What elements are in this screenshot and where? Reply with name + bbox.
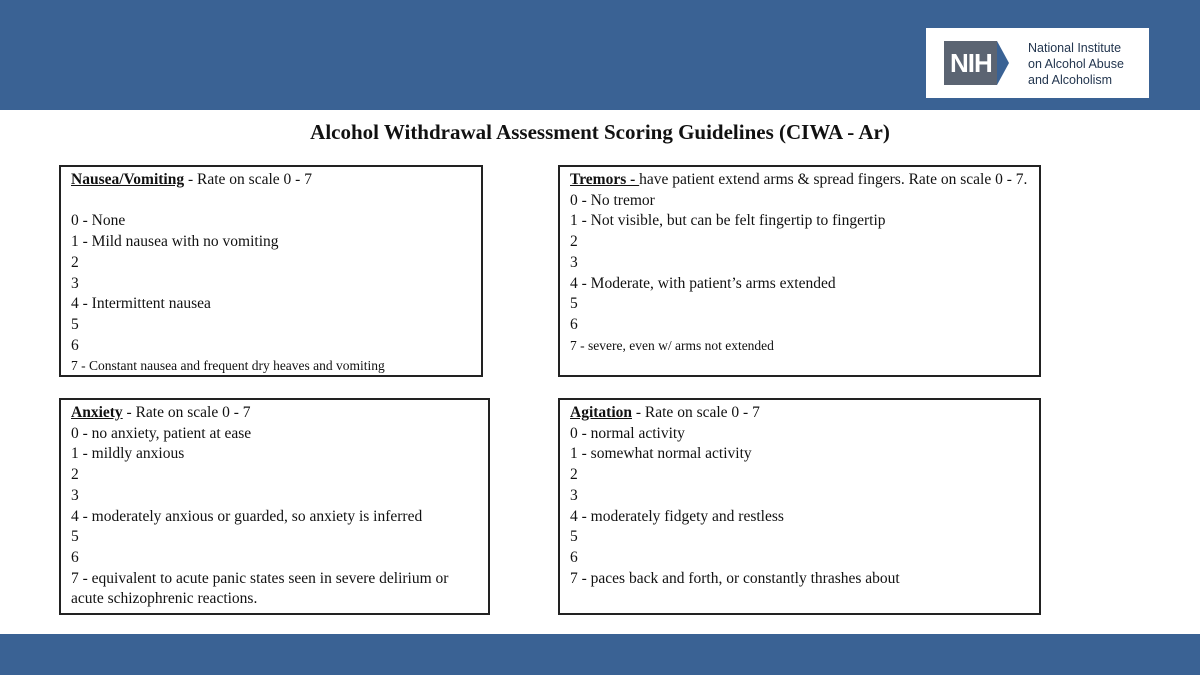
score-item: 0 - no anxiety, patient at ease bbox=[71, 424, 252, 442]
section-desc: - Rate on scale 0 - 7 bbox=[184, 171, 312, 188]
score-item: 6 bbox=[570, 315, 578, 333]
section-header bbox=[71, 403, 478, 424]
spacer bbox=[71, 191, 471, 212]
section-header bbox=[570, 403, 1029, 424]
org-name-line: on Alcohol Abuse bbox=[1028, 57, 1124, 71]
nih-arrow-icon bbox=[997, 41, 1009, 85]
nih-logo-mark bbox=[944, 41, 1009, 85]
score-item: 2 bbox=[570, 466, 578, 484]
score-item: 7 - Constant nausea and frequent dry heaves and vomiting bbox=[71, 358, 385, 374]
nih-logo bbox=[926, 28, 1149, 98]
section-desc: - Rate on scale 0 - 7 bbox=[632, 404, 760, 421]
score-item: 4 - moderately fidgety and restless bbox=[570, 507, 784, 525]
score-item: 7 - paces back and forth, or constantly thrashes about bbox=[570, 569, 900, 587]
score-item: 5 bbox=[570, 295, 578, 313]
score-item: 0 - normal activity bbox=[570, 424, 685, 442]
score-item: 3 bbox=[570, 253, 578, 271]
score-item: 4 - Intermittent nausea bbox=[71, 295, 211, 313]
score-item: 6 bbox=[71, 548, 79, 566]
org-name bbox=[1028, 40, 1124, 88]
section-desc: - Rate on scale 0 - 7 bbox=[122, 404, 251, 421]
score-item: 5 bbox=[71, 315, 79, 333]
score-item: 3 bbox=[570, 486, 578, 504]
score-item: 4 - moderately anxious or guarded, so anxiety is inferred bbox=[71, 507, 423, 525]
page-title: Alcohol Withdrawal Assessment Scoring Guidelines (CIWA - Ar) bbox=[310, 120, 890, 144]
score-item: 0 - None bbox=[71, 212, 126, 230]
score-item: 3 bbox=[71, 486, 79, 504]
section-heading: Tremors - bbox=[570, 171, 640, 188]
score-item: 4 - Moderate, with patient’s arms extended bbox=[570, 274, 836, 292]
agitation-box bbox=[558, 398, 1041, 615]
score-item: 0 - No tremor bbox=[570, 191, 655, 209]
nausea-vomiting-box bbox=[59, 165, 483, 377]
score-item: 6 bbox=[71, 336, 79, 354]
score-item: 2 bbox=[71, 253, 79, 271]
section-desc: have patient extend arms & spread fingers. Rate on scale 0 - 7. bbox=[639, 171, 1028, 188]
score-item: 1 - Not visible, but can be felt fingertip to fingertip bbox=[570, 212, 886, 230]
score-item: 6 bbox=[570, 548, 578, 566]
score-item: 2 bbox=[570, 233, 578, 251]
section-heading: Anxiety bbox=[71, 404, 123, 421]
score-item: 7 - equivalent to acute panic states seen in severe delirium or acute schizophrenic reactions. bbox=[71, 569, 449, 608]
section-header bbox=[570, 170, 1029, 191]
tremors-box bbox=[558, 165, 1041, 377]
nih-logo-text: NIH bbox=[944, 41, 997, 85]
score-item: 5 bbox=[71, 528, 79, 546]
org-name-line: National Institute bbox=[1028, 41, 1122, 55]
anxiety-box bbox=[59, 398, 490, 615]
score-item: 1 - mildly anxious bbox=[71, 445, 185, 463]
section-header bbox=[71, 170, 471, 191]
score-item: 3 bbox=[71, 274, 79, 292]
score-item: 1 - Mild nausea with no vomiting bbox=[71, 233, 279, 251]
org-name-line: and Alcoholism bbox=[1028, 73, 1113, 87]
section-heading: Nausea/Vomiting bbox=[71, 171, 185, 188]
score-item: 5 bbox=[570, 528, 578, 546]
footer-band bbox=[0, 634, 1200, 675]
score-item: 1 - somewhat normal activity bbox=[570, 445, 752, 463]
section-heading: Agitation bbox=[570, 404, 632, 421]
score-item: 7 - severe, even w/ arms not extended bbox=[570, 337, 774, 353]
score-item: 2 bbox=[71, 466, 79, 484]
